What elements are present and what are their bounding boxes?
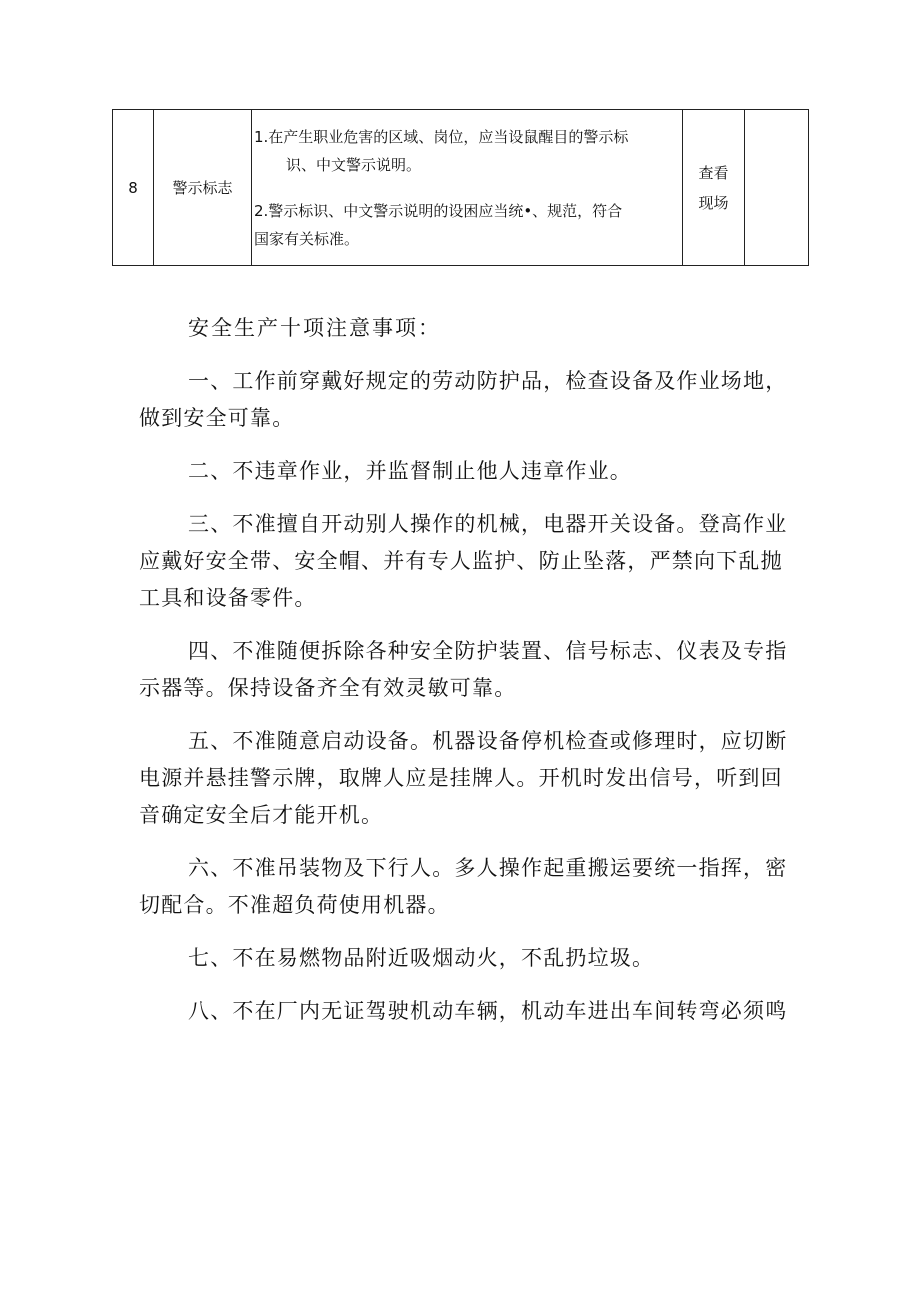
item-name: 警示标志	[154, 110, 252, 266]
notice-item	[139, 363, 815, 437]
notice-title: 安全生产十项注意事项：	[188, 316, 441, 340]
row-number: 8	[113, 110, 154, 266]
notice-item-line: 示器等。保持设备齐全有效灵敏可靠。	[139, 676, 517, 700]
paragraph-gap	[139, 924, 815, 940]
inspection-table	[112, 109, 809, 266]
requirement-1-line-2: 识、中文警示说明。	[286, 155, 422, 174]
notice-item	[139, 940, 815, 977]
notice-item-line: 六、不准吊装物及下行人。多人操作起重搬运要统一指挥，密	[188, 856, 788, 880]
notice-item	[139, 723, 815, 834]
notice-item-line: 二、不违章作业，并监督制止他人违章作业。	[188, 459, 632, 483]
notice-list	[139, 363, 815, 1030]
notice-section	[139, 310, 815, 1030]
notice-item-line: 三、不准擅自开动别人操作的机械，电器开关设备。登高作业	[188, 512, 788, 536]
requirement-2-line-2: 国家有关标准。	[254, 229, 360, 248]
method-word-1: 查看	[698, 163, 729, 182]
notice-item-line: 四、不准随便拆除各种安全防护装置、信号标志、仪表及专指	[188, 639, 788, 663]
requirement-spacer	[252, 179, 682, 197]
requirement-2-line-1: 2.警示标识、中文警示说明的设困应当统•、规范，符合	[254, 201, 623, 220]
notice-item-line: 一、工作前穿戴好规定的劳动防护品，检查设备及作业场地，	[188, 369, 788, 393]
paragraph-gap	[139, 617, 815, 633]
result-cell	[745, 110, 809, 266]
notice-item	[139, 633, 815, 707]
paragraph-gap	[139, 490, 815, 506]
paragraph-gap	[139, 707, 815, 723]
paragraph-gap	[139, 977, 815, 993]
notice-item-line: 电源并悬挂警示牌，取牌人应是挂牌人。开机时发出信号，听到回	[139, 766, 783, 790]
notice-item	[139, 506, 815, 617]
requirement-1-line-1: 1.在产生职业危害的区域、岗位，应当设鼠醒目的警示标	[254, 127, 629, 146]
method-word-2: 现场	[698, 193, 729, 212]
notice-item-line: 切配合。不准超负荷使用机器。	[139, 893, 450, 917]
method-cell	[683, 110, 745, 266]
notice-item-line: 应戴好安全带、安全帽、并有专人监护、防止坠落，严禁向下乱抛	[139, 549, 783, 573]
requirement-cell	[252, 110, 683, 266]
paragraph-gap	[139, 834, 815, 850]
notice-item	[139, 850, 815, 924]
notice-item	[139, 993, 815, 1030]
notice-item-line: 七、不在易燃物品附近吸烟动火，不乱扔垃圾。	[188, 946, 655, 970]
paragraph-gap	[139, 437, 815, 453]
notice-item-line: 做到安全可靠。	[139, 406, 295, 430]
notice-item-line: 工具和设备零件。	[139, 586, 317, 610]
table-row	[113, 110, 809, 266]
notice-item-line: 五、不准随意启动设备。机器设备停机检查或修理时，应切断	[188, 729, 788, 753]
notice-item-line: 八、不在厂内无证驾驶机动车辆，机动车进出车间转弯必须鸣	[188, 999, 788, 1023]
notice-item	[139, 453, 815, 490]
notice-item-line: 音确定安全后才能开机。	[139, 803, 384, 827]
